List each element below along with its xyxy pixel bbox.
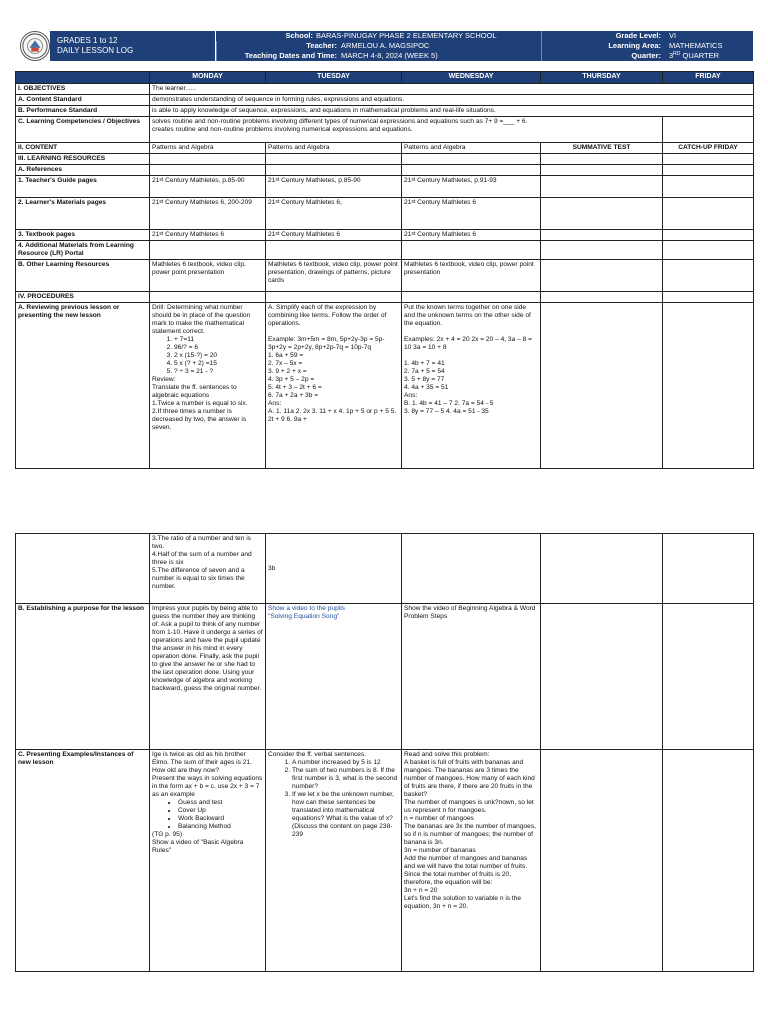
list-item: • Guess and test (178, 799, 263, 807)
title-line-1: GRADES 1 to 12 (57, 36, 118, 45)
other-resources-row (16, 260, 754, 292)
school-label: School: (285, 31, 313, 40)
procedure-b-monday: Impress your pupils by being able to guess the number they are thinking of. Ask a pupil to think of any number from 1-10. Have it undergo a series of operations and have the pupil update the answer in his mind in every operation done. Finally, ask the pupil to give the answer he or she had to the last operation done. Using your knowledge of algebra and working backward, guess the original number. (150, 604, 266, 750)
list-item: 4. 5 x (? + 2) =15 (174, 360, 263, 368)
grade-label: Grade Level: (615, 31, 661, 40)
day-header-monday: MONDAY (150, 72, 266, 84)
list-item: 1. A number increased by 5 is 12 (292, 759, 399, 767)
methods-list (152, 799, 263, 831)
deped-seal-icon (20, 31, 50, 61)
day-header-thursday: THURSDAY (541, 72, 663, 84)
lm-monday: 21st Century Mathletes 6, 200-209 (150, 198, 266, 230)
list-item: 1. + 7=11 (174, 336, 263, 344)
area-value: MATHEMATICS (669, 41, 723, 50)
other-monday: Mathletes 6 textbook, video clip, power point presentation (150, 260, 266, 292)
teacher-value: ARMELOU A. MAGSIPOC (341, 41, 430, 50)
review-text: Review: Translate the ff. sentences to algebraic equations 1.Twice a number is equal to six. 2.If three times a number is decreased by two, the answer is seven. (152, 376, 248, 431)
competency-friday (663, 117, 754, 143)
other-tuesday: Mathletes 6 textbook, video clip, power point presentation, drawings of patterns, picture cards (266, 260, 402, 292)
c-monday-end: (TG p. 95) Show a video of "Basic Algebra Rules" (152, 831, 244, 854)
procedure-c-label: C. Presenting Examples/Instances of new lesson (16, 750, 150, 972)
header-quarter-row (541, 51, 753, 61)
procedure-a-tuesday-cont: 3b (266, 534, 402, 604)
objectives-heading: I. OBJECTIVES (16, 84, 150, 95)
competency-row (16, 117, 754, 143)
competency-label: C. Learning Competencies / Objectives (16, 117, 150, 143)
procedures-heading: IV. PROCEDURES (16, 292, 150, 303)
content-standard-row (16, 95, 754, 106)
additional-materials-row (16, 241, 754, 260)
tg-tuesday: 21st Century Mathletes, p.85-90 (266, 176, 402, 198)
teachers-guide-row (16, 176, 754, 198)
learners-materials-label: 2. Learner's Materials pages (16, 198, 150, 230)
content-standard-label: A. Content Standard (16, 95, 150, 106)
title-line-2: DAILY LESSON LOG (57, 46, 134, 55)
dll-table-page-1 (15, 71, 754, 469)
learner-text: The learner….. (150, 84, 754, 95)
content-heading: II. CONTENT (16, 143, 150, 154)
drill-intro: Drill: Determining what number should be in place of the question mark to make the mathematical statement correct. (152, 304, 251, 335)
grade-value: VI (669, 31, 677, 40)
tb-monday: 21st Century Mathletes 6 (150, 230, 266, 241)
header-dates-row (216, 51, 541, 61)
list-item: 3. 2 x (15-?) = 20 (174, 352, 263, 360)
procedure-c-monday (150, 750, 266, 972)
content-tuesday: Patterns and Algebra (266, 143, 402, 154)
references-label: A. References (16, 165, 150, 176)
procedure-a-label: A. Reviewing previous lesson or presenting the new lesson (16, 303, 150, 469)
area-label: Learning Area: (608, 41, 661, 50)
competency-line-1: solves routine and non-routine problems involving different types of numerical expressions and equations such as 7+ 9 =___ + 6. (152, 118, 528, 125)
procedures-heading-row (16, 292, 754, 303)
other-resources-label: B. Other Learning Resources (16, 260, 150, 292)
teachers-guide-label: 1. Teacher's Guide pages (16, 176, 150, 198)
header-school-row (216, 31, 541, 41)
procedure-a-monday-cont: 3.The ratio of a number and ten is two. 4.Half of the sum of a number and three is six 5.The difference of seven and a number is equal to six times the number. (150, 534, 266, 604)
procedure-a-row (16, 303, 754, 469)
performance-standard-label: B. Performance Standard (16, 106, 150, 117)
dll-title (50, 31, 215, 61)
day-header-tuesday: TUESDAY (266, 72, 402, 84)
content-wednesday: Patterns and Algebra (402, 143, 541, 154)
list-item: • Balancing Method (178, 823, 263, 831)
day-header-wednesday: WEDNESDAY (402, 72, 541, 84)
list-item: 5. ? ÷ 3 = 21 - ? (174, 368, 263, 376)
teacher-label: Teacher: (306, 41, 337, 50)
learners-materials-row (16, 198, 754, 230)
textbook-label: 3. Textbook pages (16, 230, 150, 241)
other-wednesday: Mathletes 6 textbook, video clip, power point presentation (402, 260, 541, 292)
procedure-a-tuesday: A. Simplify each of the expression by combining like terms. Follow the order of operations. Example: 3m+5m = 8m, 5p+2y-3p = 5p-3p+2y = 2p+2y, 8p+2p-7q = 10p-7q 1. 6a + 59 = 2. 7x – 5x = 3. 9 + 2 + x = 4. 3p + 5 – 2p = 5. 4t + 3 – 2t + 6 = 6. 7a + 2a + 3b = Ans: A. 1. 11a 2. 2x 3. 11 + x 4. 1p + 5 or p + 5 5. 2t + 9 6. 9a + (266, 303, 402, 469)
procedure-b-row (16, 604, 754, 750)
drill-list (152, 336, 263, 376)
performance-standard-text: is able to apply knowledge of sequence, expressions, and equations in mathematical problems and real-life situations. (150, 106, 754, 117)
content-friday: CATCH-UP FRIDAY (663, 143, 754, 154)
procedure-a-monday (150, 303, 266, 469)
dll-table-page-2 (15, 533, 754, 972)
content-thursday: SUMMATIVE TEST (541, 143, 663, 154)
list-item: 2. 96/? = 6 (174, 344, 263, 352)
list-item: 3. If we let x be the unknown number, how can these sentences be translated into mathematical equations? What is the value of x? (Discuss the content on page 238-239 (292, 791, 399, 839)
verbal-sentences-list (268, 759, 399, 839)
textbook-row (16, 230, 754, 241)
procedure-c-row (16, 750, 754, 972)
quarter-label: Quarter: (631, 51, 661, 60)
list-item: • Work Backward (178, 815, 263, 823)
list-item: • Cover Up (178, 807, 263, 815)
objectives-row (16, 84, 754, 95)
c-monday-intro: Ige is twice as old as his brother Elmo. The sum of their ages is 21. How old are they now? Present the ways in solving equations in the form ax + b = c. use 2x + 3 = 7 as an example (152, 751, 263, 798)
day-header-friday: FRIDAY (663, 72, 754, 84)
school-value: BARAS-PINUGAY PHASE 2 ELEMENTARY SCHOOL (316, 31, 497, 40)
header-grade-row (541, 31, 753, 41)
list-item: 2. The sum of two numbers is 8. If the first number is 3, what is the second number? (292, 767, 399, 791)
header-area-row (541, 41, 753, 51)
tg-monday: 21st Century Mathletes, p.85-90 (150, 176, 266, 198)
procedure-a-wednesday: Put the known terms together on one side and the unknown terms on the other side of the equation. Examples: 2x + 4 = 20 2x = 20 – 4, 3a – 8 = 10 3a = 10 + 8 1. 4b + 7 = 41 2. 7a + 5 = 54 3. 5 + 8y = 77 4. 4a + 35 = 51 Ans: B. 1. 4b = 41 – 7 2. 7a = 54 - 5 3. 8y = 77 – 5 4. 4a = 51 - 35 (402, 303, 541, 469)
content-row (16, 143, 754, 154)
procedure-b-tuesday: Show a video to the pupils "Solving Equation Song" (266, 604, 402, 750)
dates-value: MARCH 4-8, 2024 (WEEK 5) (341, 51, 438, 60)
procedure-b-label: B. Establishing a purpose for the lesson (16, 604, 150, 750)
dates-label: Teaching Dates and Time: (244, 51, 337, 60)
tg-wednesday: 21st Century Mathletes, p.91-93 (402, 176, 541, 198)
procedure-c-tuesday (266, 750, 402, 972)
procedure-b-wednesday: Show the video of Beginning Algebra & Word Problem Steps (402, 604, 541, 750)
quarter-value: 3RD QUARTER (669, 51, 720, 60)
content-standard-text: demonstrates understanding of sequence in forming rules, expressions and equations. (150, 95, 754, 106)
resources-heading-row (16, 154, 754, 165)
resources-heading: III. LEARNING RESOURCES (16, 154, 150, 165)
c-tuesday-intro: Consider the ff. verbal sentences. (268, 751, 367, 758)
day-header-blank (16, 72, 150, 84)
references-row (16, 165, 754, 176)
additional-materials-label: 4. Additional Materials from Learning Resource (LR) Portal (16, 241, 150, 260)
lm-wednesday: 21st Century Mathletes 6 (402, 198, 541, 230)
competency-line-2: creates routine and non-routine problems involving numerical expressions and equations. (152, 126, 413, 133)
performance-standard-row (16, 106, 754, 117)
procedure-c-wednesday: Read and solve this problem: A basket is full of fruits with bananas and mangoes. The bananas are 3 times the number of mangoes. How many of each kind of fruits are there, if there are 20 fruits in the basket? The number of mangoes is unk?nown, so let us represent n for mangoes. n = number of mangoes The bananas are 3x the number of mangoes, so if n is number of mangoes; the number of banana is 3n. 3n = number of bananas Add the number of mangoes and bananas and we will have the total number of fruits. Since the total number of fruits is 20, therefore, the equation will be: 3n + n = 20 Let's find the solution to variable n is the equation, 3n + n = 20. (402, 750, 541, 972)
day-header-row (16, 72, 754, 84)
competency-text (150, 117, 663, 143)
lm-tuesday: 21st Century Mathletes 6, (266, 198, 402, 230)
header-teacher-row (216, 41, 541, 51)
tb-wednesday: 21st Century Mathletes 6 (402, 230, 541, 241)
procedure-a-continued-row (16, 534, 754, 604)
content-monday: Patterns and Algebra (150, 143, 266, 154)
tb-tuesday: 21st Century Mathletes 6 (266, 230, 402, 241)
